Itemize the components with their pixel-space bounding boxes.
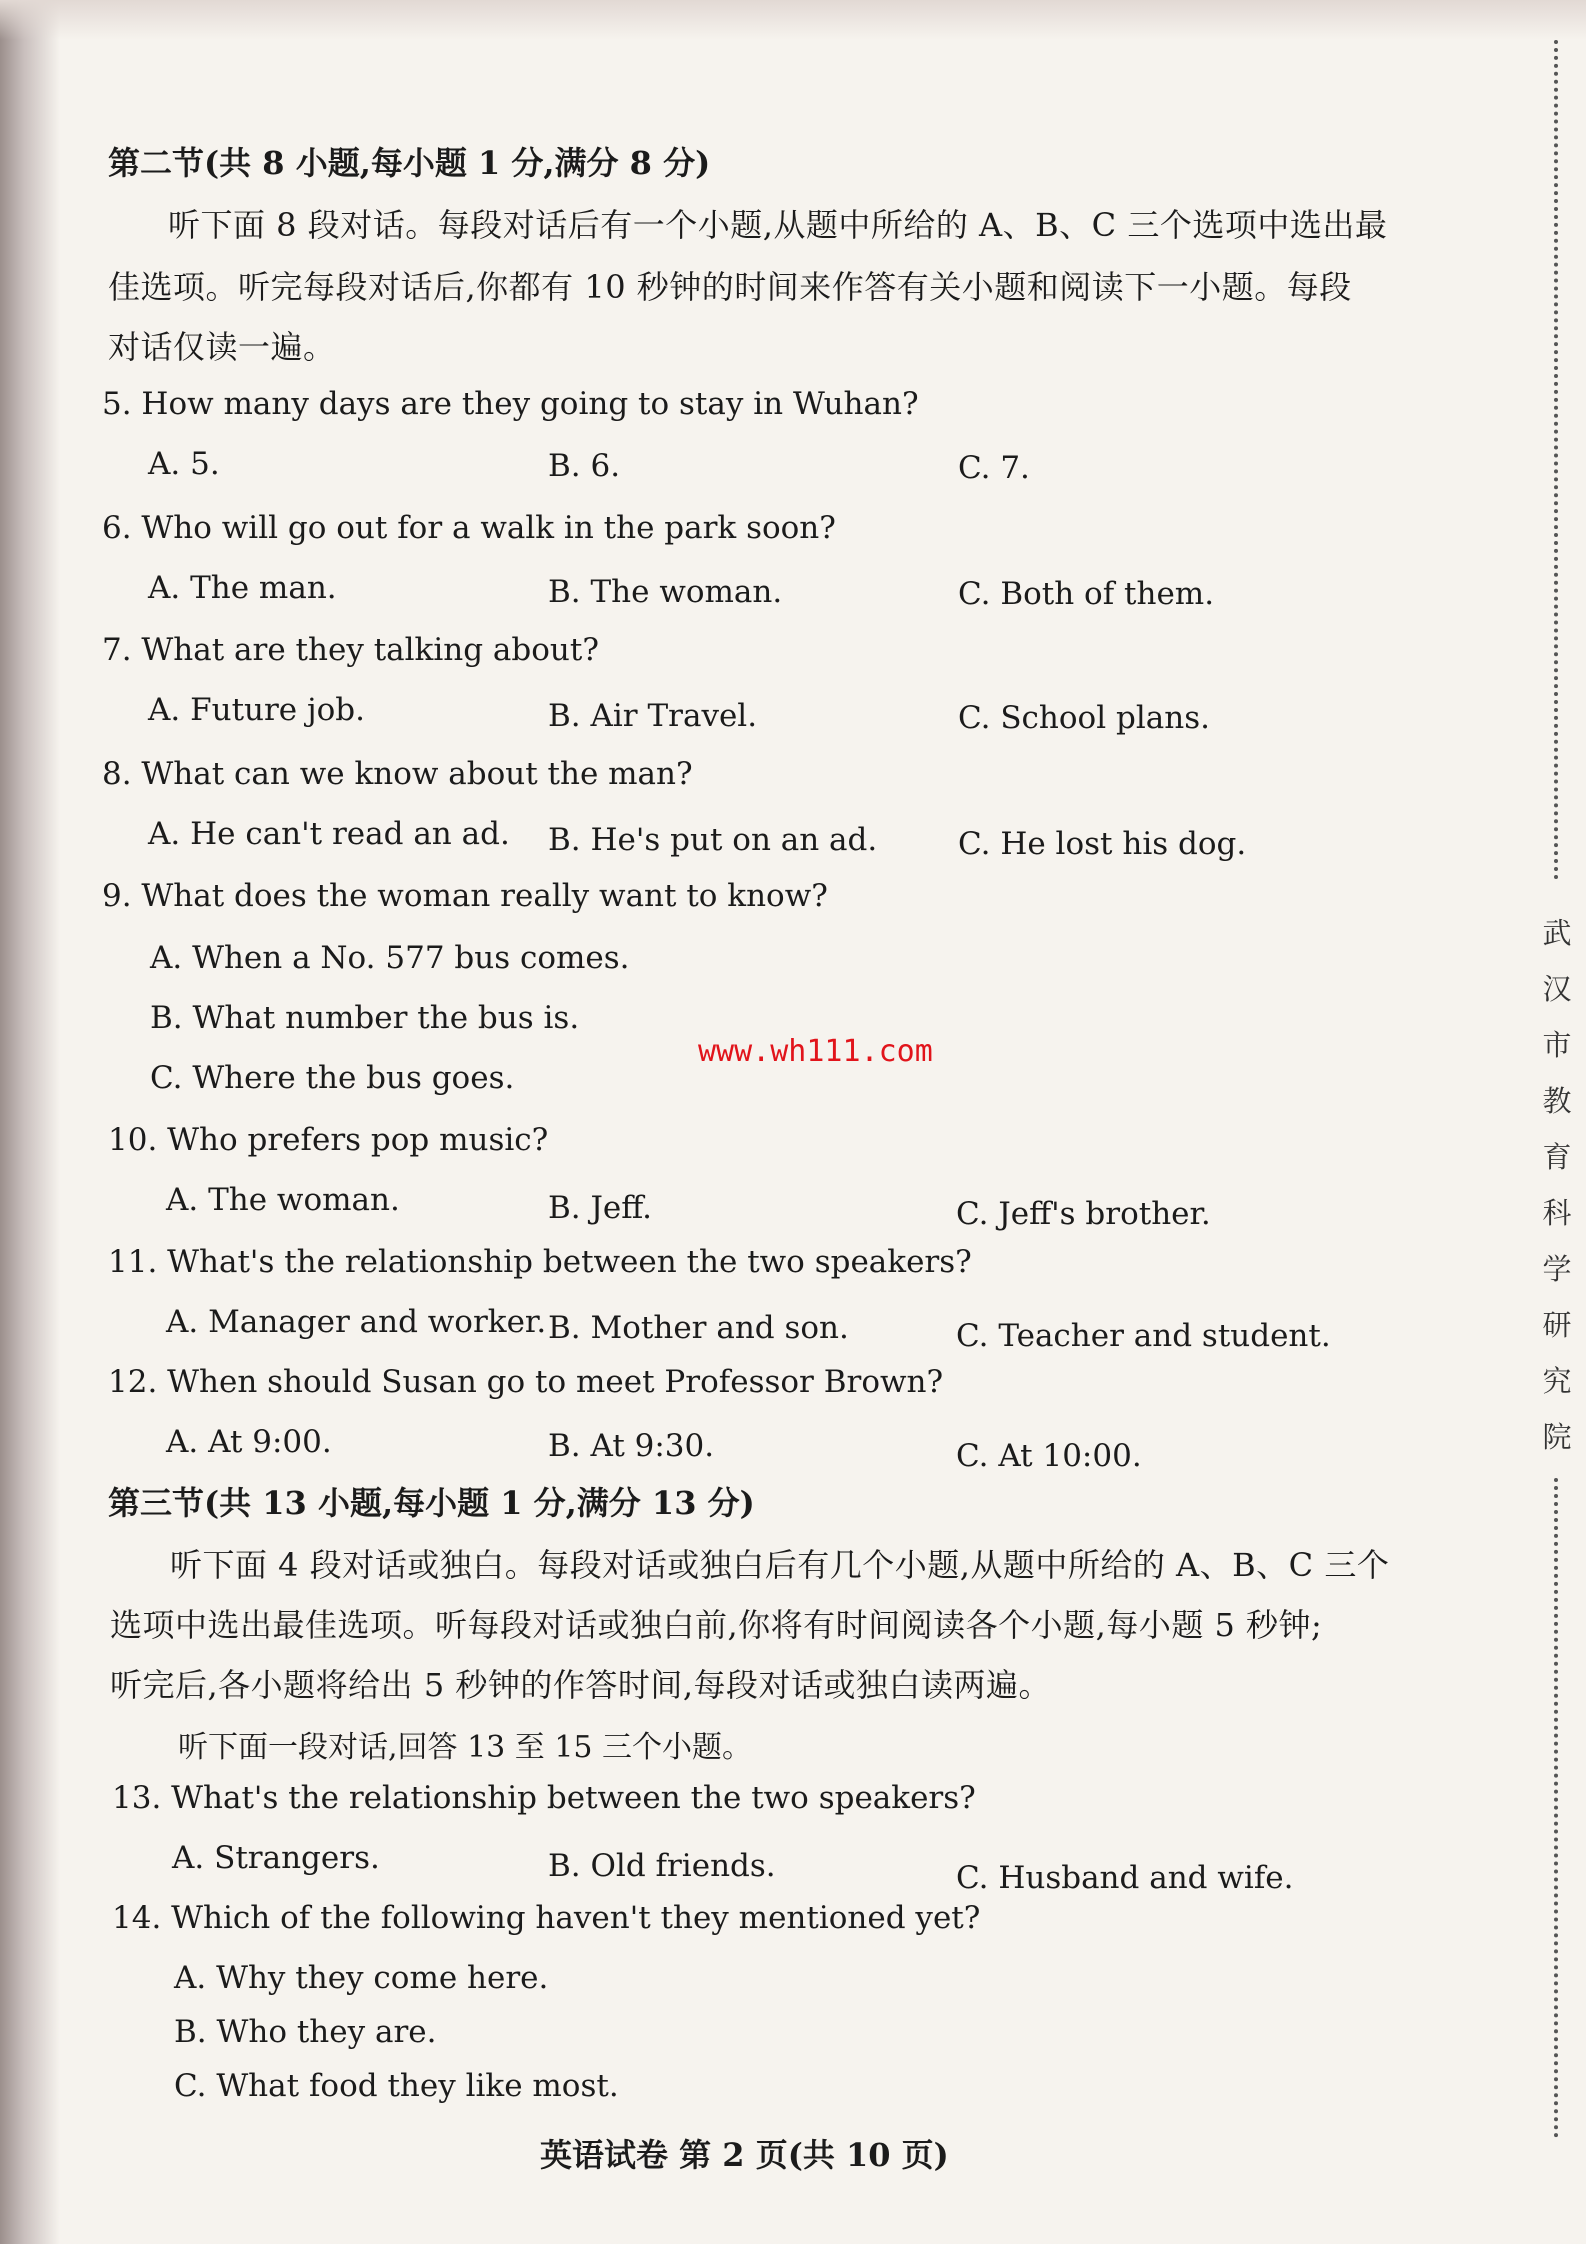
question-11-option-c: C. Teacher and student. xyxy=(956,1318,1331,1354)
question-14-option-a: A. Why they come here. xyxy=(174,1960,549,1996)
question-10-option-b: B. Jeff. xyxy=(548,1190,653,1226)
question-11-option-b: B. Mother and son. xyxy=(548,1310,849,1346)
section-3-instruction-line-3: 听完后,各小题将给出 5 秒钟的作答时间,每段对话或独白读两遍。 xyxy=(110,1666,1052,1704)
side-label-char: 育 xyxy=(1542,1140,1572,1174)
side-label-char: 院 xyxy=(1542,1420,1572,1454)
question-9-option-b: B. What number the bus is. xyxy=(150,1000,580,1036)
question-5-option-c: C. 7. xyxy=(958,450,1030,486)
question-8-option-c: C. He lost his dog. xyxy=(958,826,1247,862)
side-label-char: 武 xyxy=(1542,916,1572,950)
question-5-option-b: B. 6. xyxy=(548,448,621,484)
question-14-option-b: B. Who they are. xyxy=(174,2014,437,2050)
question-9-option-a: A. When a No. 577 bus comes. xyxy=(150,940,630,976)
question-10: 10. Who prefers pop music? xyxy=(108,1122,549,1158)
question-13-option-c: C. Husband and wife. xyxy=(956,1860,1294,1896)
website-watermark: www.wh111.com xyxy=(698,1034,933,1069)
question-7-option-a: A. Future job. xyxy=(148,692,365,728)
page-footer: 英语试卷 第 2 页(共 10 页) xyxy=(540,2136,949,2174)
binding-dotted-line-bottom xyxy=(1554,1478,1564,2138)
question-8-option-a: A. He can't read an ad. xyxy=(148,816,510,852)
section-3-dialogue-instruction: 听下面一段对话,回答 13 至 15 三个小题。 xyxy=(178,1730,753,1765)
side-label-char: 市 xyxy=(1542,1028,1572,1062)
side-label-char: 究 xyxy=(1542,1364,1572,1398)
question-8-option-b: B. He's put on an ad. xyxy=(548,822,878,858)
question-13: 13. What's the relationship between the two speakers? xyxy=(112,1780,976,1816)
question-12-option-c: C. At 10:00. xyxy=(956,1438,1142,1474)
section-2-instruction-line-1: 听下面 8 段对话。每段对话后有一个小题,从题中所给的 A、B、C 三个选项中选出最 xyxy=(168,206,1388,244)
section-2-instruction-line-3: 对话仅读一遍。 xyxy=(108,328,336,366)
question-6-option-a: A. The man. xyxy=(148,570,337,606)
side-label-char: 教 xyxy=(1542,1084,1572,1118)
section-2-heading: 第二节(共 8 小题,每小题 1 分,满分 8 分) xyxy=(108,144,711,182)
section-3-instruction-line-1: 听下面 4 段对话或独白。每段对话或独白后有几个小题,从题中所给的 A、B、C 三个 xyxy=(170,1546,1390,1584)
side-label-char: 科 xyxy=(1542,1196,1572,1230)
question-10-option-c: C. Jeff's brother. xyxy=(956,1196,1211,1232)
question-7: 7. What are they talking about? xyxy=(102,632,599,668)
question-8: 8. What can we know about the man? xyxy=(102,756,693,792)
question-12-option-a: A. At 9:00. xyxy=(166,1424,332,1460)
question-7-option-c: C. School plans. xyxy=(958,700,1210,736)
question-10-option-a: A. The woman. xyxy=(166,1182,400,1218)
section-2-instruction-line-2: 佳选项。听完每段对话后,你都有 10 秒钟的时间来作答有关小题和阅读下一小题。每段 xyxy=(108,268,1352,306)
question-5-option-a: A. 5. xyxy=(148,446,220,482)
side-label-char: 汉 xyxy=(1542,972,1572,1006)
question-9-option-c: C. Where the bus goes. xyxy=(150,1060,515,1096)
question-7-option-b: B. Air Travel. xyxy=(548,698,758,734)
question-12-option-b: B. At 9:30. xyxy=(548,1428,715,1464)
question-12: 12. When should Susan go to meet Professor Brown? xyxy=(108,1364,944,1400)
question-9: 9. What does the woman really want to know? xyxy=(102,878,828,914)
question-11-option-a: A. Manager and worker. xyxy=(166,1304,547,1340)
question-5: 5. How many days are they going to stay in Wuhan? xyxy=(102,386,919,422)
binding-dotted-line-top xyxy=(1554,40,1564,880)
side-label-char: 学 xyxy=(1542,1252,1572,1286)
question-6: 6. Who will go out for a walk in the park soon? xyxy=(102,510,836,546)
question-6-option-b: B. The woman. xyxy=(548,574,783,610)
question-6-option-c: C. Both of them. xyxy=(958,576,1215,612)
question-11: 11. What's the relationship between the two speakers? xyxy=(108,1244,972,1280)
question-13-option-b: B. Old friends. xyxy=(548,1848,776,1884)
question-14: 14. Which of the following haven't they mentioned yet? xyxy=(112,1900,981,1936)
question-13-option-a: A. Strangers. xyxy=(172,1840,380,1876)
side-label-char: 研 xyxy=(1542,1308,1572,1342)
section-3-instruction-line-2: 选项中选出最佳选项。听每段对话或独白前,你将有时间阅读各个小题,每小题 5 秒钟; xyxy=(110,1606,1323,1644)
side-vertical-label xyxy=(1540,905,1574,1465)
question-14-option-c: C. What food they like most. xyxy=(174,2068,619,2104)
section-3-heading: 第三节(共 13 小题,每小题 1 分,满分 13 分) xyxy=(108,1484,755,1522)
